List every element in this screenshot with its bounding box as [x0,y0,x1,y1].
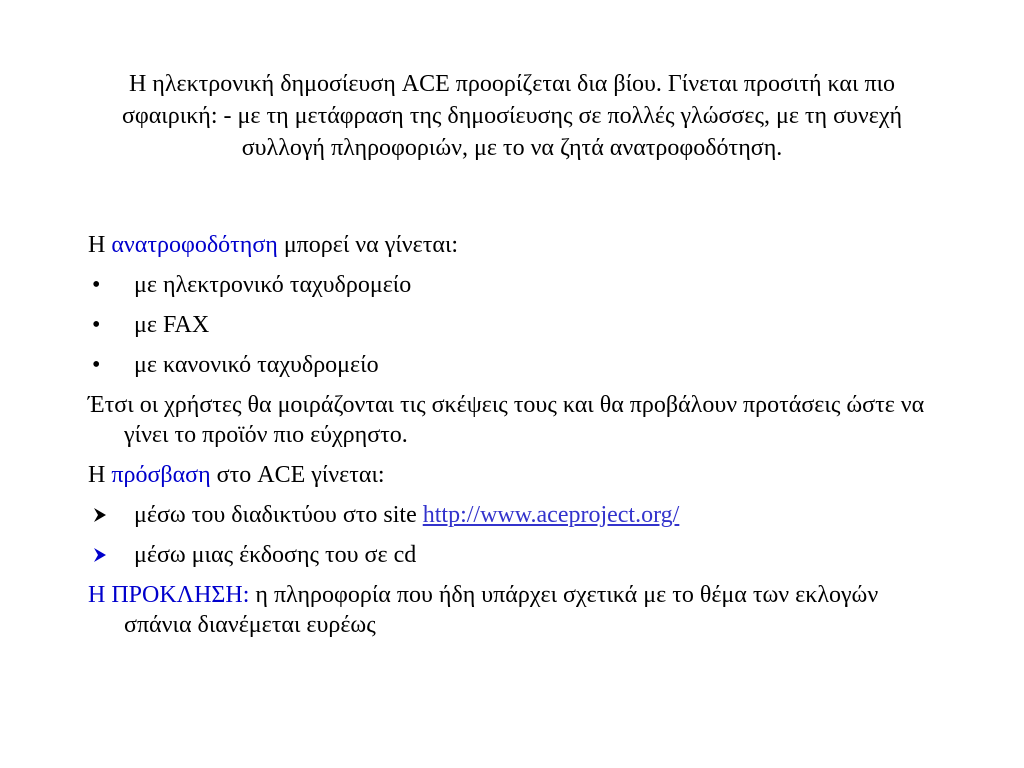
list-item [88,540,948,570]
feedback-suffix: μπορεί να γίνεται: [277,232,459,258]
challenge-text: η πληροφορία που ήδη υπάρχει σχετικά με το θέμα των εκλογών σπάνια διανέμεται ευρέως [124,582,879,638]
slide-title: Η ηλεκτρονική δημοσίευση ACE προορίζεται δια βίου. Γίνεται προσιτή και πιο σφαιρική: - με τη μετάφραση της δημοσίευσης σε πολλές γλώσσες, με τη συνεχή συλλογή πληροφοριών, με το να ζητά ανατροφοδότηση. [121,71,903,161]
list-item [88,500,948,530]
access-heading [88,460,948,490]
arrow-bullet-icon [88,500,134,530]
access-prefix: Η [88,462,112,488]
feedback-prefix: Η [88,232,112,258]
access-suffix: στο ACE γίνεται: [210,462,385,488]
list-item-text: με FAX [134,312,210,338]
feedback-highlight: ανατροφοδότηση [111,232,278,258]
list-item-text: μέσω μιας έκδοσης του σε cd [134,542,417,568]
list-item [88,310,948,340]
list-item-text: με κανονικό ταχυδρομείο [134,352,379,378]
challenge-paragraph [88,580,948,640]
bullet-dot-icon: • [92,312,101,338]
users-sentence: Έτσι οι χρήστες θα μοιράζονται τις σκέψεις τους και θα προβάλουν προτάσεις ώστε να γίνει το προϊόν πιο εύχρηστο. [88,392,925,448]
list-item [88,270,948,300]
feedback-heading [88,230,948,260]
access-item1-text: μέσω του διαδικτύου στο site [134,502,423,528]
bullet-dot-icon: • [92,272,101,298]
list-item-text: με ηλεκτρονικό ταχυδρομείο [134,272,412,298]
bullet-dot-icon: • [92,352,101,378]
list-item [88,350,948,380]
challenge-label: Η ΠΡΟΚΛΗΣΗ: [88,582,250,608]
access-highlight: πρόσβαση [111,462,211,488]
aceproject-link[interactable]: http://www.aceproject.org/ [422,502,680,528]
list-item-text [134,500,679,530]
slide-body [88,230,948,650]
arrow-bullet-icon [88,540,134,570]
